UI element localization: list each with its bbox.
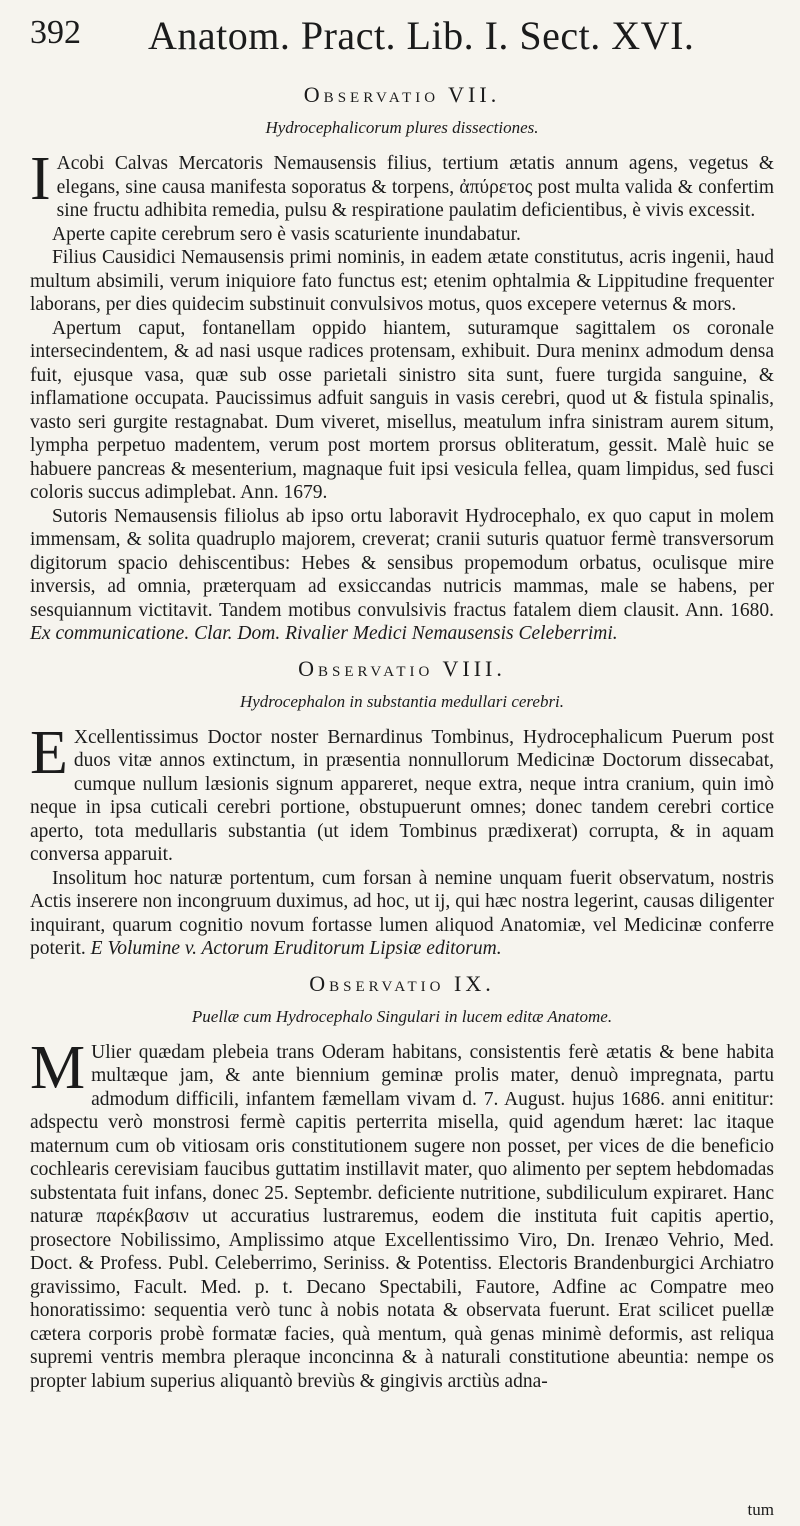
observation-subtitle: Puellæ cum Hydrocephalo Singulari in lucem editæ Anatome. bbox=[191, 1006, 613, 1026]
drop-cap: I bbox=[30, 145, 51, 213]
observation-title: Observatio IX. bbox=[309, 970, 495, 996]
drop-cap: E bbox=[30, 718, 68, 787]
drop-cap: M bbox=[30, 1033, 86, 1102]
observation-8 bbox=[30, 656, 774, 961]
paragraph: Filius Causidici Nemausensis primi nominis, in eadem ætate constitutus, acris ingenii, haud multum absimili, verum iniquiore fato functus est; etenim ophtalmia & Lippitudine frequenter laborans, per dies quidecim substinuit convulsivos motus, quos excepere veternus & mors. bbox=[30, 247, 774, 315]
observation-subtitle: Hydrocephalicorum plures dissectiones. bbox=[265, 118, 539, 137]
observation-title: Observatio VIII. bbox=[298, 655, 506, 681]
paragraph: I Acobi Calvas Mercatoris Nemausensis filius, tertium ætatis annum agens, vegetus & elegans, sine causa manifesta soporatus & torpens, ἀπύρετος post multa valida & confertim sine fructu adhibita remedia, pulsu & respiratione paulatim deficientibus, è vivis excessit. bbox=[30, 145, 774, 221]
paragraph: Aperte capite cerebrum sero è vasis scaturiente inundabatur. bbox=[52, 223, 521, 245]
catchword: tum bbox=[747, 1500, 774, 1519]
observation-title: Observatio VII. bbox=[303, 82, 501, 107]
paragraph: E Xcellentissimus Doctor noster Bernardinus Tombinus, Hydrocephalicum Puerum post duos vitæ annos extinctum, in præsentia nonnullorum Medicinæ Doctorum dissecabat, cumque nullum læsionis signum appareret, neque extra, neque intra cranium, quin imò neque in ipsa cuticali cerebri portione, obstupuerunt omnes; donec tandem cerebri cortice aperto, tota medullaris substantia (ut idem Tombinus prædixerat) corrupta, & in aquam conversa apparuit. bbox=[30, 718, 774, 865]
observation-7 bbox=[30, 82, 774, 646]
observation-subtitle: Hydrocephalon in substantia medullari cerebri. bbox=[239, 691, 565, 711]
page-number: 392 bbox=[30, 14, 81, 51]
source-note: E Volumine v. Actorum Eruditorum Lipsiæ editorum. bbox=[90, 938, 502, 959]
paragraph: M Ulier quædam plebeia trans Oderam habitans, consistentis ferè ætatis & bene habita multæque jam, & ante biennium geminæ prolis mater, denuò impregnata, partu admodum difficili, infantem fæmellam vivam d. 7. August. hujus 1686. anni enititur: adspectu verò monstrosi fermè capitis perterrita misella, quid agendum hæret: lac itaque maternum cum ob vitiosam oris constitutionem sugere non posset, per vices de die beneficio cochlearis cerevisiam faucibus guttatim instillavit mater, quo alimento per septem hebdomadas substentata fuit infans, donec 25. Septembr. deficiente nutritione, subdiliculum expiraret. Hanc naturæ παρέκβασιν ut accuratius lustraremus, eodem die instituta fuit capitis apertio, prosectore Nobilissimo, Amplissimo atque Excellentissimo Viro, Dn. Irenæo Vehrio, Med. Doct. & Profess. Publ. Celeberrimo, Seriniss. & Potentiss. Electoris Brandenburgici Archiatro gravissimo, Facult. Med. p. t. Decano Spectabili, Fautore, Adfine ac Compatre meo honoratissimo: sequentia verò tunc à nobis notata & observata fuerunt. Erat scilicet puellæ cætera corporis probè formatæ facies, quà mentum, quà genas minimè deformis, ast reliqua supremi ventris membra pleraque inconcinna & à naturali constitutione abeuntia: nempe os propter labium superius aliquantò breviùs & gingivis arctiùs adna- bbox=[30, 1033, 774, 1392]
paragraph: Sutoris Nemausensis filiolus ab ipso ortu laboravit Hydrocephalo, ex quo caput in molem immensam, & solita quadruplo majorem, creverat; cranii suturis quatuor fermè transversorum digitorum spacio dehiscentibus: Hebes & sensibus propemodum orbatus, oculisque mire inversis, ad omnia, præterquam ad exsiccandas nutricis mammas, male se habens, per sesquiannum victitavit. Tandem motibus convulsivis fractus fatalem diem clausit. Ann. 1680. Ex communicatione. Clar. Dom. Rivalier Medici Nemausensis Celeberrimi. bbox=[30, 505, 774, 644]
running-title: Anatom. Pract. Lib. I. Sect. XVI. bbox=[148, 13, 695, 58]
running-head bbox=[30, 10, 774, 74]
observation-9 bbox=[30, 971, 774, 1394]
paragraph: Apertum caput, fontanellam oppido hiantem, suturamque sagittalem os coronale intersecindentem, & ad nasi usque radices protensam, exhibuit. Dura meninx admodum densa fuit, ejusque vasa, quæ sub osse parietali sinistro sita sunt, fuere turgida sanguine, & inflamatione occupata. Paucissimus adfuit sanguis in vasis cerebri, quod ut & fistula spinalis, vasto seri gurgite restagnabat. Dum viveret, misellus, meatulum infra sinistram aurem situm, lympha perpetuo madentem, verum post mortem prorsus obliteratum, gessit. Malè huic se habuere pancreas & mesenterium, magnaque fuit ipsi vesicula fellea, quam limpidus, sed fusci coloris succus adimplebat. Ann. 1679. bbox=[30, 317, 774, 503]
paragraph: Insolitum hoc naturæ portentum, cum forsan à nemine unquam fuerit observatum, nostris Actis inserere non incongruum duximus, ad hoc, ut ij, qui hæc nostra legerint, causas diligenter inquirant, quarum cognitio novum fortasse lumen aliquod Anatomiæ, vel Medicinæ conferre poterit. E Volumine v. Actorum Eruditorum Lipsiæ editorum. bbox=[30, 867, 774, 959]
source-note: Ex communicatione. Clar. Dom. Rivalier Medici Nemausensis Celeberrimi. bbox=[30, 623, 618, 644]
